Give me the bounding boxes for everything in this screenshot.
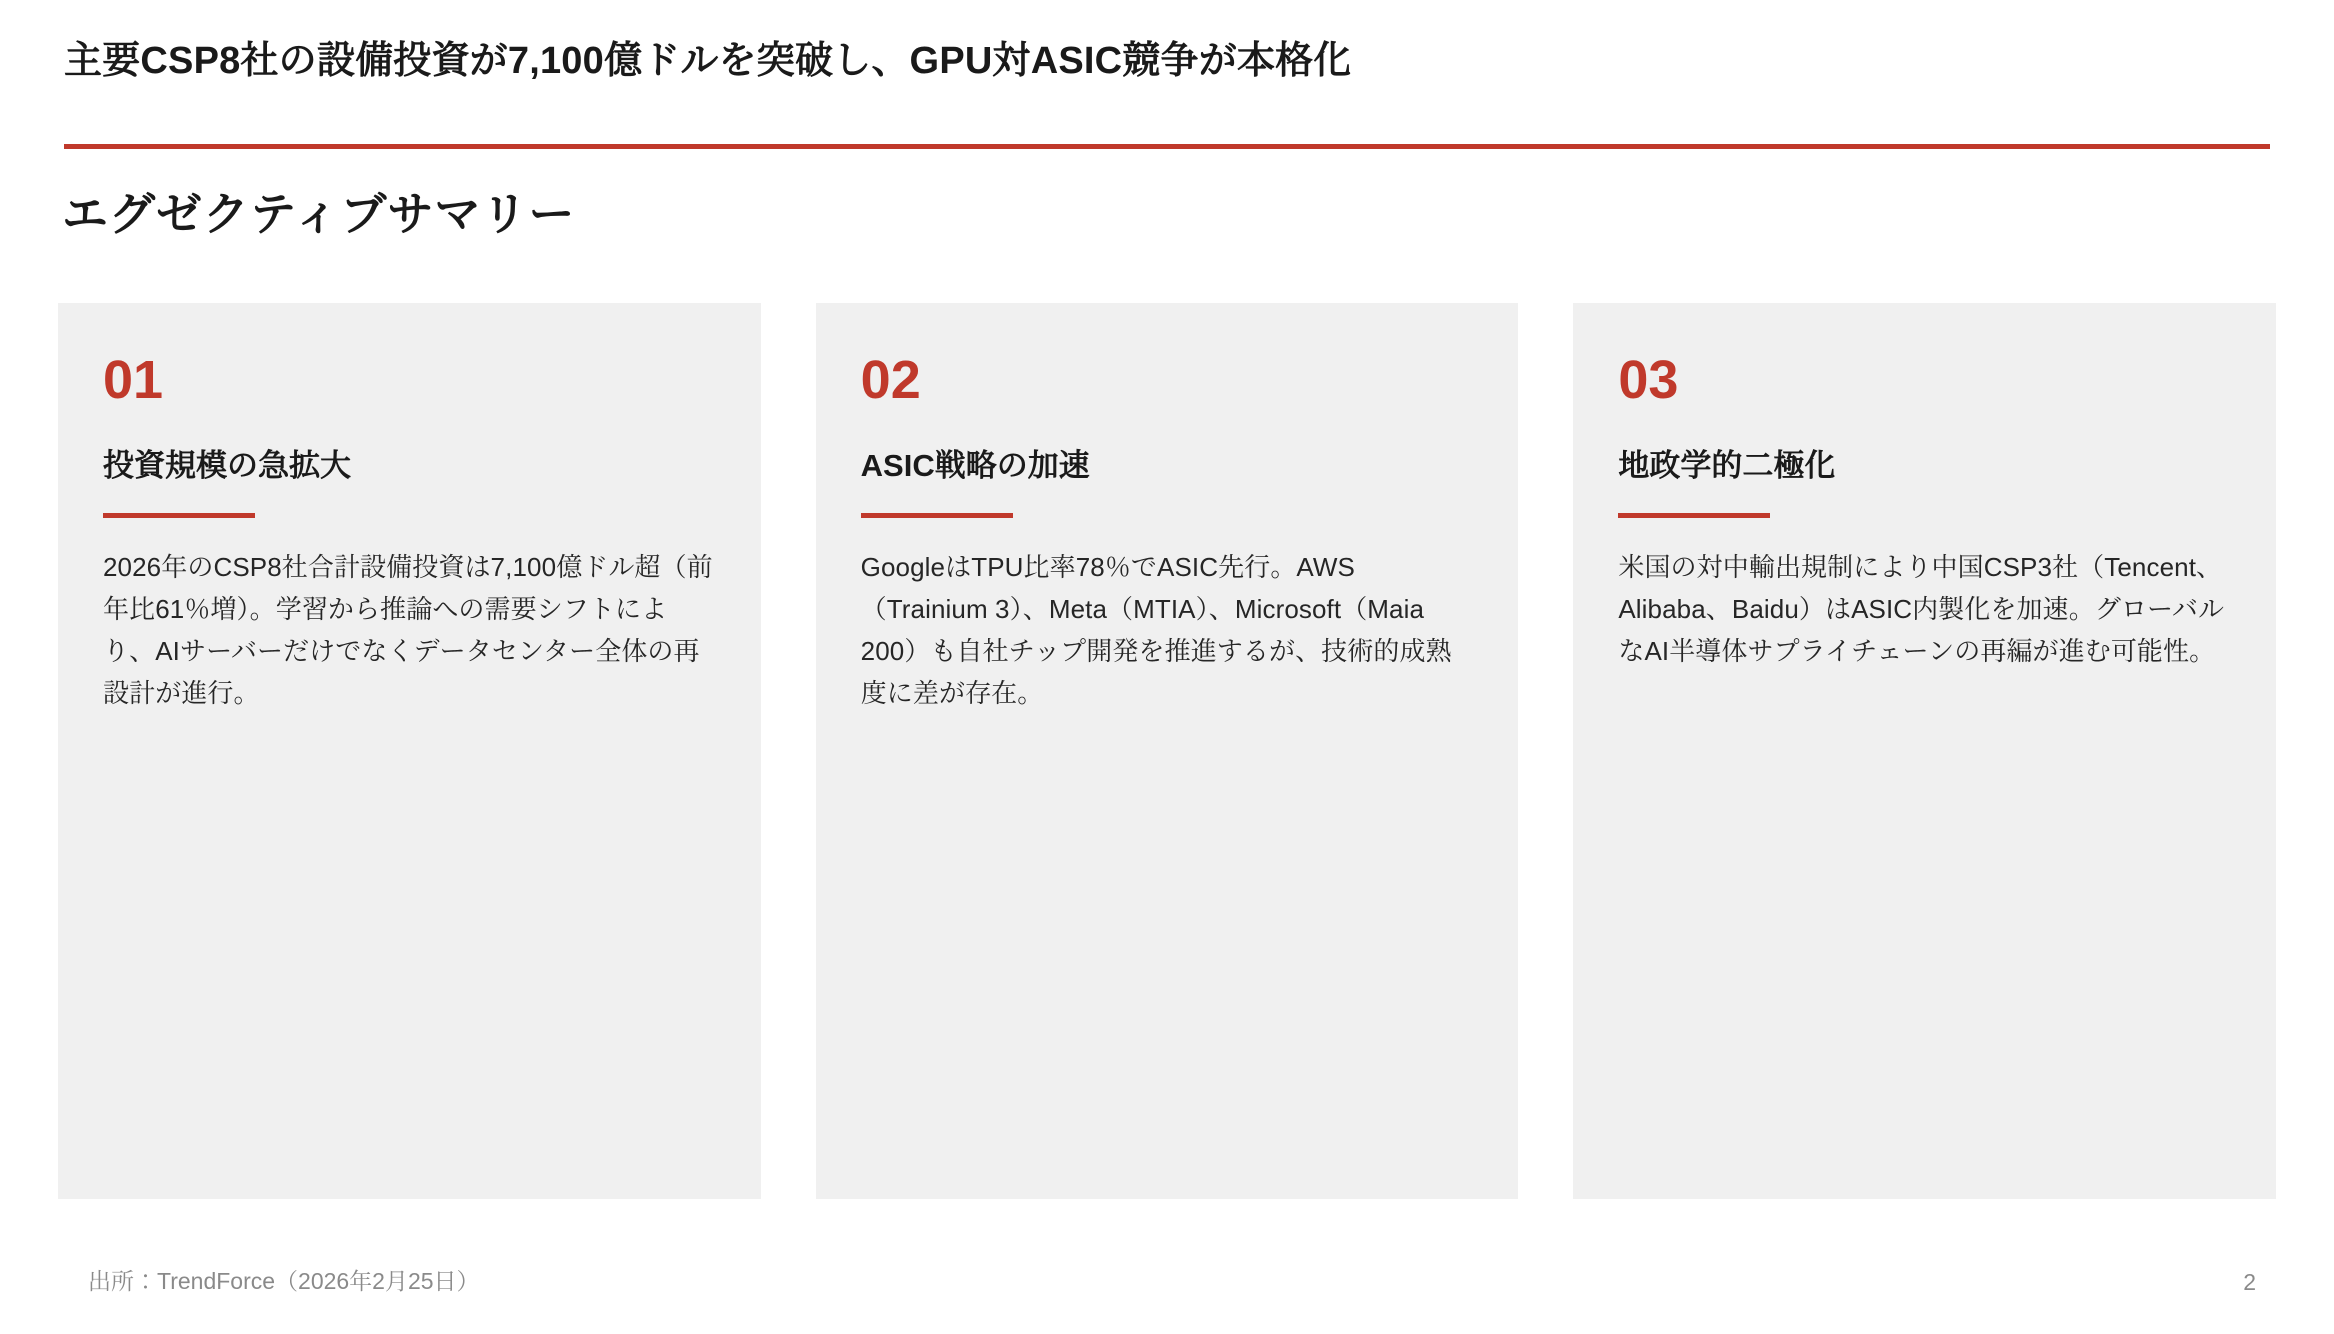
page-title: 主要CSP8社の設備投資が7,100億ドルを突破し、GPU対ASIC競争が本格化	[64, 40, 1352, 82]
summary-card	[816, 303, 1519, 1199]
source-note: 出所：TrendForce（2026年2月25日）	[88, 1268, 480, 1294]
card-divider	[103, 513, 255, 518]
card-heading: 投資規模の急拡大	[103, 448, 351, 484]
card-heading: ASIC戦略の加速	[860, 448, 1090, 484]
card-divider	[1618, 513, 1770, 518]
summary-cards	[58, 303, 2276, 1199]
card-body: 米国の対中輸出規制により中国CSP3社（Tencent、Alibaba、Baidu）はASIC内製化を加速。グローバルなAI半導体サプライチェーンの再編が進む可能性。	[1618, 551, 2225, 666]
card-body: GoogleはTPU比率78％でASIC先行。AWS（Trainium 3）、Meta（MTIA）、Microsoft（Maia 200）も自社チップ開発を推進するが、技術的成熟度に差が存在。	[860, 551, 1452, 709]
slide-header	[64, 38, 2270, 86]
header-divider	[64, 144, 2270, 149]
page-number: 2	[2243, 1269, 2256, 1295]
card-number: 03	[1618, 350, 1679, 410]
summary-card	[58, 303, 761, 1199]
card-number: 01	[103, 350, 164, 410]
card-heading: 地政学的二極化	[1618, 448, 1836, 484]
card-body: 2026年のCSP8社合計設備投資は7,100億ドル超（前年比61％増）。学習から推論への需要シフトにより、AIサーバーだけでなくデータセンター全体の再設計が進行。	[103, 551, 713, 709]
card-divider	[861, 513, 1013, 518]
section-title: エグゼクティブサマリー	[62, 188, 576, 240]
summary-card	[1573, 303, 2276, 1199]
card-number: 02	[860, 350, 921, 410]
